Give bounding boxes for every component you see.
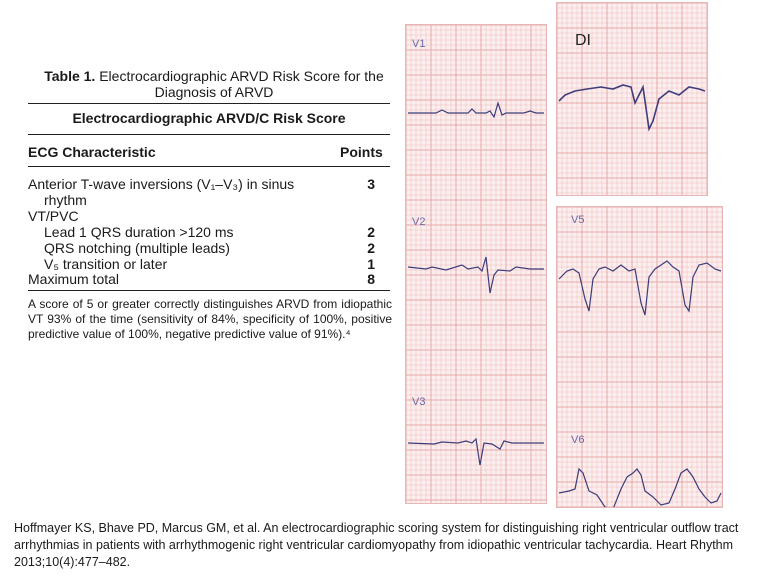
lead-label-v3: V3 — [412, 396, 426, 408]
ecg-strip-lateral-svg — [557, 207, 722, 507]
table-title — [28, 68, 400, 100]
column-header-points: Points — [340, 144, 383, 160]
table-row-label-cont: rhythm — [44, 192, 87, 208]
table-bottom-rule — [28, 290, 390, 291]
ecg-trace-v6 — [559, 469, 721, 507]
table-row-points: 1 — [367, 256, 375, 272]
citation-caption: Hoffmayer KS, Bhave PD, Marcus GM, et al. An electrocardiographic scoring system for distinguishing right ventricular outflow tract arrhythmias in patients with arrhythmogenic right ventricular cardiomyopathy from idiopathic ventricular tachycardia. Heart Rhythm 2013;10(4):477–482. — [14, 521, 739, 569]
table-row-label: QRS notching (multiple leads) — [44, 240, 230, 256]
lead-label-v1: V1 — [412, 38, 426, 50]
table-row-points: 3 — [367, 176, 375, 192]
table-number: Table 1. — [44, 68, 96, 84]
table-row-label: Lead 1 QRS duration >120 ms — [44, 224, 234, 240]
table-row-points: 2 — [367, 240, 375, 256]
lead-label-v5: V5 — [571, 214, 585, 226]
ecg-strip-precordial-svg — [406, 25, 546, 503]
table-row-label: Anterior T-wave inversions (V₁–V₃) in sinus — [28, 176, 295, 192]
lead-label-v2: V2 — [412, 216, 426, 228]
table-title-text: Electrocardiographic ARVD Risk Score for the Diagnosis of ARVD — [99, 68, 384, 100]
lead-label-v6: V6 — [571, 434, 585, 446]
ecg-strip-di — [556, 2, 708, 196]
column-header-characteristic: ECG Characteristic — [28, 144, 156, 160]
table-header-rule — [28, 166, 390, 167]
table-top-rule — [28, 103, 390, 104]
table-footnote: A score of 5 or greater correctly distinguishes ARVD from idiopathic VT 93% of the time (sensitivity of 84%, specificity of 100%, positive predictive value of 100%, negative predictive value of 91%).⁴ — [28, 297, 392, 341]
table-row-label: V₅ transition or later — [44, 256, 168, 272]
ecg-strip-lateral — [556, 206, 723, 508]
table-row-label: VT/PVC — [28, 208, 79, 224]
lead-label-di: DI — [575, 32, 591, 49]
table-row-points: 8 — [367, 271, 375, 287]
ecg-strip-di-svg — [557, 3, 707, 195]
table-row-points: 2 — [367, 224, 375, 240]
table-subtitle: Electrocardiographic ARVD/C Risk Score — [72, 110, 346, 126]
table-subtitle-rule — [28, 134, 390, 135]
ecg-strip-precordial — [405, 24, 547, 504]
table-row-label: Maximum total — [28, 271, 120, 287]
